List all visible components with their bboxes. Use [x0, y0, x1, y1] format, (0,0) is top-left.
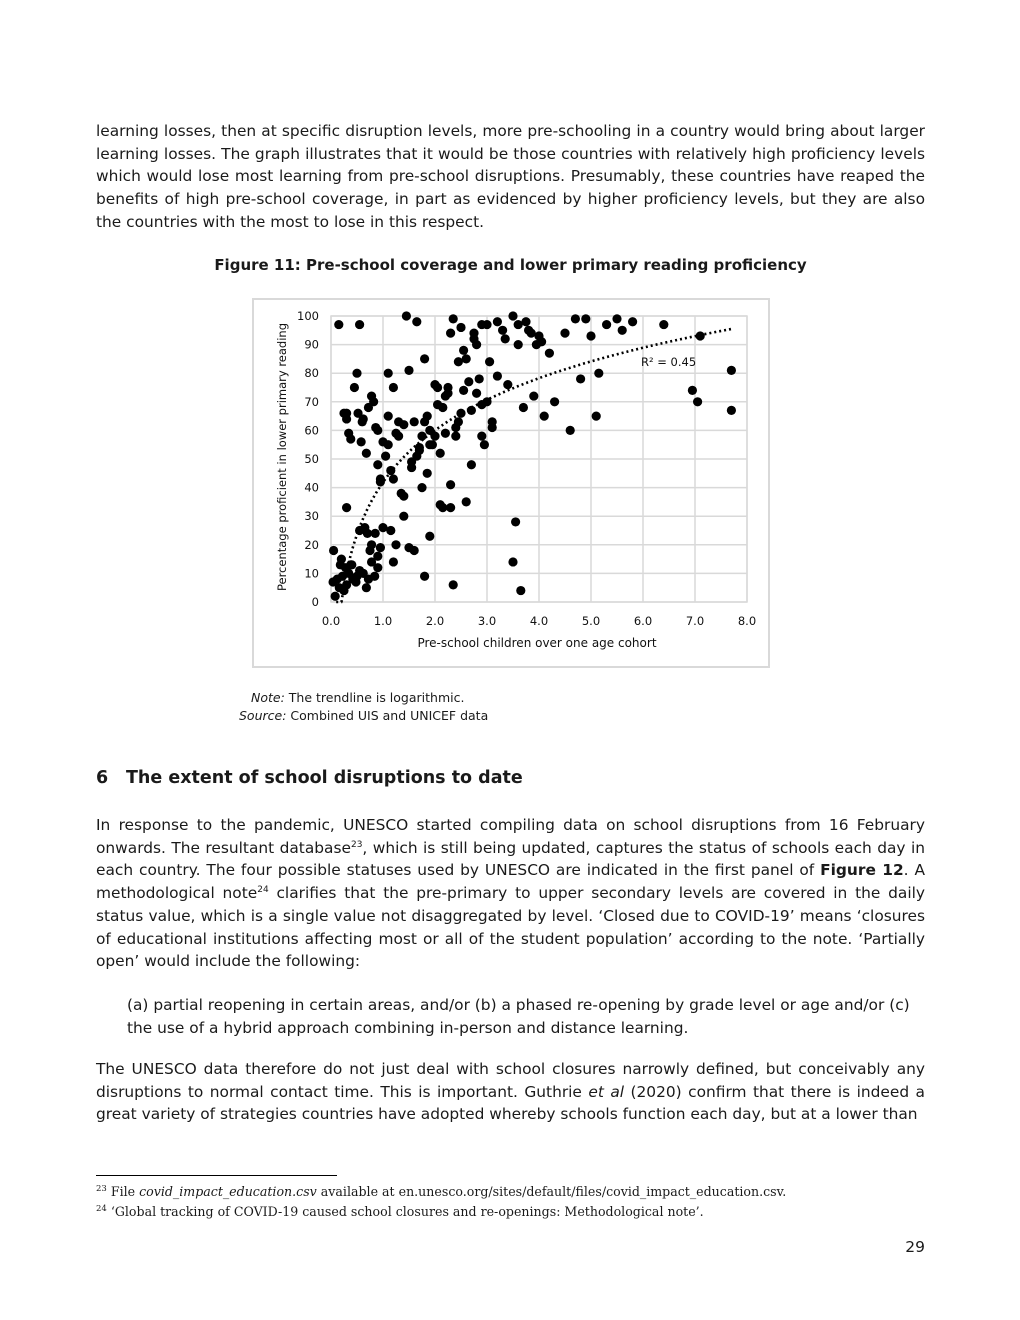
data-point — [592, 412, 601, 421]
data-point — [449, 580, 458, 589]
footnote-ref-24[interactable]: 24 — [257, 884, 269, 895]
footnote-number: 24 — [96, 1203, 107, 1214]
data-point — [436, 449, 445, 458]
data-point — [433, 383, 442, 392]
italic-et-al: et al — [588, 1082, 625, 1101]
data-point — [389, 474, 398, 483]
data-point — [407, 463, 416, 472]
data-point — [381, 452, 390, 461]
data-point — [376, 543, 385, 552]
footnote-separator — [96, 1175, 337, 1176]
data-point — [394, 432, 403, 441]
x-tick-labels — [322, 614, 756, 628]
section-title: The extent of school disruptions to date — [126, 768, 523, 788]
data-point — [384, 369, 393, 378]
footnote-24 — [96, 1204, 704, 1219]
data-point — [467, 460, 476, 469]
data-point — [628, 317, 637, 326]
data-point — [511, 517, 520, 526]
data-point — [727, 406, 736, 415]
footnote-23 — [96, 1184, 786, 1199]
data-point — [451, 432, 460, 441]
figure-source — [239, 708, 488, 723]
y-tick-label: 30 — [304, 509, 319, 524]
data-point — [441, 391, 450, 400]
body-paragraph-1 — [96, 814, 925, 973]
text-run: In response to the pandemic, UNESCO started compiling data on school disruptions from 16 February onwards. The resultant database — [96, 816, 925, 857]
data-point — [498, 326, 507, 335]
data-point — [389, 557, 398, 566]
data-point — [443, 383, 452, 392]
data-point — [659, 320, 668, 329]
data-point — [519, 403, 528, 412]
data-point — [376, 477, 385, 486]
data-point — [459, 346, 468, 355]
data-point — [391, 540, 400, 549]
chart-container — [252, 298, 770, 668]
data-point — [399, 492, 408, 501]
data-point — [540, 412, 549, 421]
data-point — [342, 503, 351, 512]
data-point — [386, 526, 395, 535]
block-quote: (a) partial reopening in certain areas, and/or (b) a phased re-opening by grade level or age and/or (c) the use of a hybrid approach combining in-person and distance learning. — [127, 996, 910, 1037]
data-point — [508, 557, 517, 566]
footnote-ref-23[interactable]: 23 — [350, 839, 363, 850]
text-run: (2020) confirm that there is indeed a great variety of strategies countries have adopted whereby schools function each day, but at a lower than — [96, 1082, 925, 1124]
data-point — [423, 469, 432, 478]
data-point — [586, 331, 595, 340]
data-point — [357, 437, 366, 446]
source-text: Combined UIS and UNICEF data — [286, 708, 489, 723]
note-label: Note: — [251, 690, 285, 705]
y-tick-label: 50 — [304, 452, 319, 466]
y-tick-label: 60 — [304, 423, 319, 438]
figure-caption: Figure 11: Pre-school coverage and lower primary reading proficiency — [214, 256, 807, 274]
data-point — [464, 377, 473, 386]
data-point — [334, 320, 343, 329]
x-tick-label: 1.0 — [373, 614, 393, 628]
x-tick-label: 2.0 — [425, 614, 445, 628]
data-point — [477, 320, 486, 329]
data-point — [423, 412, 432, 421]
data-point — [727, 366, 736, 375]
figure-reference: Figure 12 — [820, 861, 904, 880]
data-point — [602, 320, 611, 329]
y-tick-label: 100 — [297, 309, 319, 323]
data-point — [399, 420, 408, 429]
y-tick-label: 90 — [304, 337, 319, 352]
data-point — [472, 389, 481, 398]
data-point — [430, 432, 439, 441]
data-point — [485, 357, 494, 366]
section-heading — [96, 768, 523, 788]
data-point — [514, 340, 523, 349]
data-point — [352, 369, 361, 378]
note-text: The trendline is logarithmic. — [284, 690, 465, 705]
data-point — [425, 440, 434, 449]
data-point — [516, 586, 525, 595]
data-point — [369, 397, 378, 406]
data-point — [410, 417, 419, 426]
intro-paragraph: learning losses, then at specific disruption levels, more pre-schooling in a country would bring about larger learning losses. The graph illustrates that it would be those countries with relatively high proficiency levels which would lose most learning from pre-school disruptions. Presumably, these countries have reaped the benefits of high pre-school coverage, in part as evidenced by higher proficiency levels, but they are also the countries with the most to lose in this respect. — [96, 122, 925, 231]
section-number: 6 — [96, 768, 109, 788]
data-point — [560, 329, 569, 338]
text-run: ‘Global tracking of COVID-19 caused school closures and re-openings: Methodological note’. — [106, 1204, 704, 1219]
source-label: Source: — [239, 708, 287, 723]
text-run: clarifies that the pre-primary to upper secondary levels are covered in the daily status value, which is a single value not disaggregated by level. ‘Closed due to COVID-19’ means ‘closures of educational institutions affecting most or all of the student population’ according to the note. ‘Partially open’ would include the following: — [96, 884, 925, 971]
x-tick-label: 5.0 — [581, 614, 601, 628]
data-point — [527, 329, 536, 338]
data-point — [493, 317, 502, 326]
data-point — [477, 432, 486, 441]
data-point — [389, 383, 398, 392]
data-point — [373, 426, 382, 435]
data-point — [508, 311, 517, 320]
x-tick-label: 3.0 — [477, 614, 497, 628]
data-point — [456, 323, 465, 332]
data-point — [456, 409, 465, 418]
scatter-chart — [254, 300, 768, 666]
y-tick-label: 80 — [304, 366, 319, 381]
y-tick-labels — [297, 309, 319, 609]
data-point — [412, 452, 421, 461]
text-run: File — [106, 1184, 140, 1199]
text-run: . A methodological note — [96, 861, 925, 903]
data-point — [475, 374, 484, 383]
data-point — [571, 314, 580, 323]
data-point — [594, 369, 603, 378]
data-point — [329, 546, 338, 555]
data-point — [358, 417, 367, 426]
data-point — [537, 337, 546, 346]
page-number: 29 — [905, 1238, 925, 1256]
data-point — [362, 449, 371, 458]
data-point — [441, 429, 450, 438]
x-tick-label: 4.0 — [529, 614, 549, 628]
data-point — [472, 340, 481, 349]
data-point — [612, 314, 621, 323]
y-tick-label: 0 — [311, 595, 319, 609]
r-squared-label: R² = 0.45 — [641, 355, 697, 369]
data-point — [402, 311, 411, 320]
data-point — [488, 417, 497, 426]
data-point — [449, 314, 458, 323]
data-point — [514, 320, 523, 329]
data-point — [501, 334, 510, 343]
body-paragraph-2 — [96, 1058, 925, 1126]
x-tick-label: 0.0 — [321, 614, 341, 628]
y-axis-label: Percentage proficient in lower primary reading — [275, 322, 289, 592]
y-tick-label: 70 — [304, 394, 319, 409]
data-point — [371, 529, 380, 538]
data-point — [346, 434, 355, 443]
file-name: covid_impact_education.csv — [139, 1184, 317, 1199]
data-point — [342, 409, 351, 418]
data-point — [566, 426, 575, 435]
data-point — [384, 412, 393, 421]
text-run: The UNESCO data therefore do not just deal with school closures narrowly defined, but conceivably any disruptions to normal contact time. This is important. Guthrie — [96, 1060, 925, 1101]
data-point — [412, 317, 421, 326]
data-point — [446, 480, 455, 489]
data-point — [493, 371, 502, 380]
data-point — [545, 349, 554, 358]
data-point — [529, 391, 538, 400]
data-point — [373, 552, 382, 561]
data-point — [420, 572, 429, 581]
data-point — [503, 380, 512, 389]
data-point — [459, 386, 468, 395]
data-point — [370, 572, 379, 581]
data-point — [404, 366, 413, 375]
data-point — [688, 386, 697, 395]
x-axis-label: Pre-school children over one age cohort — [417, 636, 657, 650]
data-point — [336, 560, 345, 569]
text-run: , which is still being updated, captures the status of schools each day in each country. The four possible statuses used by UNESCO are indicated in the first panel of — [96, 838, 925, 880]
data-point — [420, 354, 429, 363]
data-point — [331, 592, 340, 601]
data-point — [469, 329, 478, 338]
data-point — [350, 383, 359, 392]
figure-note — [251, 690, 464, 705]
data-point — [404, 543, 413, 552]
data-point — [362, 583, 371, 592]
data-point — [373, 460, 382, 469]
data-point — [576, 374, 585, 383]
y-tick-label: 40 — [304, 480, 319, 495]
x-tick-label: 8.0 — [737, 614, 757, 628]
data-point — [417, 483, 426, 492]
footnote-number: 23 — [96, 1183, 107, 1194]
y-tick-label: 20 — [304, 537, 319, 552]
x-tick-label: 7.0 — [685, 614, 705, 628]
data-point — [550, 397, 559, 406]
data-point — [462, 497, 471, 506]
data-point — [425, 532, 434, 541]
data-point — [480, 440, 489, 449]
y-tick-label: 10 — [304, 566, 319, 581]
data-point — [618, 326, 627, 335]
data-point — [451, 423, 460, 432]
data-point — [399, 512, 408, 521]
data-point — [373, 563, 382, 572]
data-point — [355, 320, 364, 329]
data-point — [693, 397, 702, 406]
data-point — [446, 329, 455, 338]
data-point — [454, 357, 463, 366]
x-tick-label: 6.0 — [633, 614, 653, 628]
data-point — [581, 314, 590, 323]
data-point — [384, 440, 393, 449]
data-point — [446, 503, 455, 512]
text-run: available at en.unesco.org/sites/default/files/covid_impact_education.csv. — [316, 1184, 787, 1199]
data-point — [367, 540, 376, 549]
data-point — [438, 403, 447, 412]
